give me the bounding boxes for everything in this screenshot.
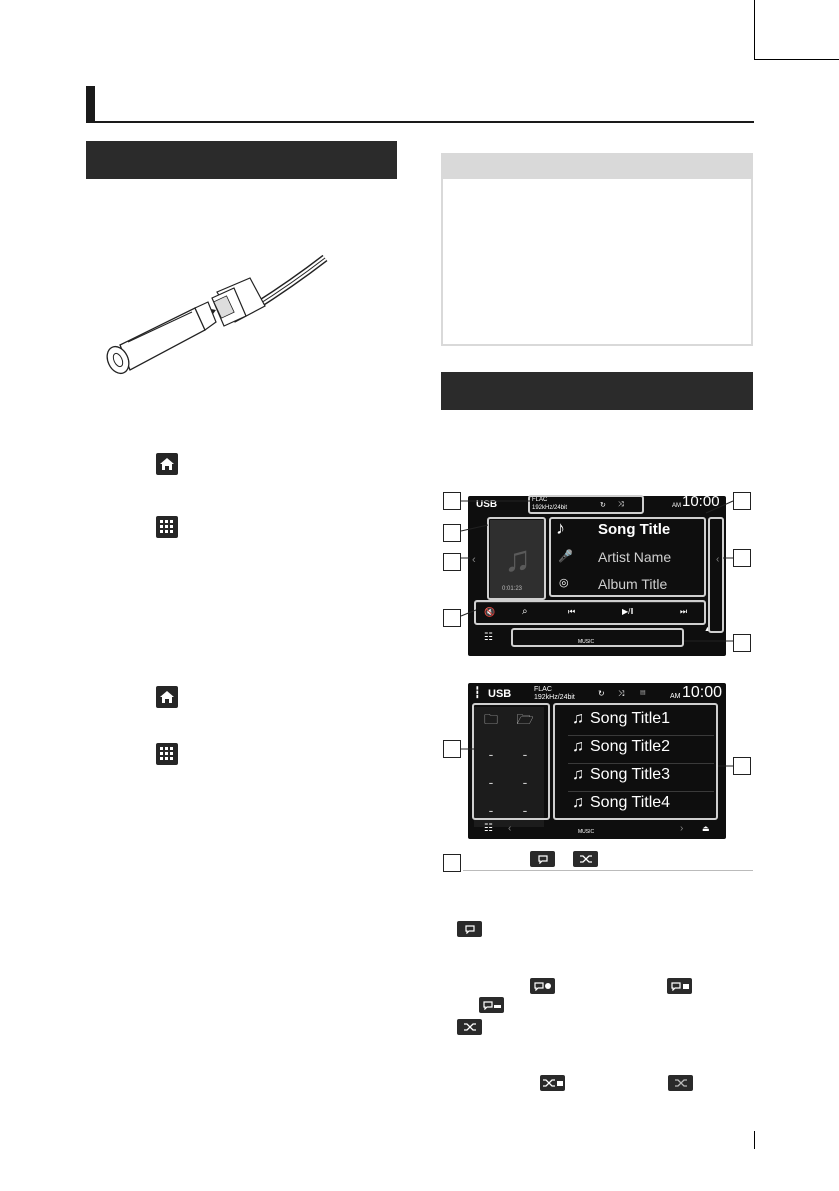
section-heading-bar-right bbox=[441, 372, 753, 410]
song-note-icon: ♪ bbox=[556, 518, 565, 538]
folder-up-icon[interactable]: 🗁 bbox=[516, 711, 534, 727]
corner-mark-horizontal bbox=[754, 59, 839, 60]
repeat-one-icon bbox=[530, 978, 555, 994]
music-note-icon: ♫ bbox=[572, 766, 584, 783]
song-title: Song Title bbox=[598, 521, 671, 538]
footer-mark bbox=[754, 1131, 755, 1149]
grid-cell[interactable]: - bbox=[522, 774, 528, 790]
shuffle-icon[interactable]: ⤨ bbox=[618, 689, 625, 698]
note-box-header bbox=[443, 155, 751, 179]
music-note-icon: ♫ bbox=[572, 738, 584, 755]
right-arrow-icon[interactable]: › bbox=[680, 823, 684, 834]
title-block bbox=[86, 86, 95, 122]
repeat-folder-icon bbox=[667, 978, 692, 994]
song-title: Song Title1 bbox=[590, 710, 671, 727]
mute-icon[interactable]: 🔇 bbox=[484, 607, 496, 617]
repeat-icon bbox=[457, 921, 482, 937]
repeat-all-icon[interactable]: ↻ bbox=[598, 689, 605, 698]
play-pause-icon[interactable]: ▶/‖ bbox=[622, 607, 634, 616]
divider bbox=[463, 870, 753, 871]
music-note-icon: ♫ bbox=[572, 710, 584, 727]
app-grid-icon[interactable]: ☷ bbox=[484, 632, 493, 643]
next-icon[interactable]: ⏭ bbox=[680, 607, 688, 616]
shuffle-folder-icon bbox=[540, 1075, 565, 1091]
repeat-all-icon[interactable]: ↻ bbox=[600, 502, 606, 509]
clock-ampm: AM bbox=[672, 503, 681, 509]
shuffle-icon bbox=[457, 1019, 482, 1035]
usb-device-illustration bbox=[100, 240, 330, 385]
album-title: Album Title bbox=[598, 576, 668, 592]
shuffle-off-icon bbox=[668, 1075, 693, 1091]
artist-name: Artist Name bbox=[598, 549, 672, 565]
app-grid-icon bbox=[156, 516, 178, 538]
left-panel-arrow-icon[interactable]: ‹ bbox=[472, 554, 476, 566]
artist-icon: 🎤 bbox=[558, 549, 573, 563]
callout-leader-lines bbox=[458, 745, 748, 775]
music-note-icon: ♫ bbox=[504, 538, 531, 579]
clock: 10:00 bbox=[682, 684, 723, 701]
repeat-icon bbox=[530, 851, 555, 867]
app-grid-icon[interactable]: ☷ bbox=[484, 823, 493, 834]
song-title: Song Title4 bbox=[590, 794, 671, 811]
previous-icon[interactable]: ⏮ bbox=[568, 607, 576, 616]
format-label: FLAC bbox=[532, 497, 548, 503]
note-box bbox=[441, 153, 753, 346]
music-note-icon: ♫ bbox=[572, 794, 584, 811]
grid-cell[interactable]: - bbox=[488, 774, 494, 790]
play-time: 0:01:23 bbox=[502, 586, 523, 592]
title-rule bbox=[86, 121, 754, 123]
section-heading-bar-left bbox=[86, 141, 397, 179]
repeat-all-icon bbox=[479, 997, 504, 1013]
corner-mark-vertical bbox=[754, 0, 755, 60]
status-icons: ▤ bbox=[640, 690, 646, 696]
eject-icon[interactable]: ⏏ bbox=[702, 824, 710, 833]
format-detail: 192kHz/24bit bbox=[534, 694, 575, 701]
grid-cell[interactable]: - bbox=[488, 746, 494, 762]
callout-box bbox=[443, 854, 461, 872]
shuffle-icon[interactable]: ⤨ bbox=[618, 501, 624, 508]
clock-ampm: AM bbox=[670, 693, 681, 700]
folder-icon[interactable]: 🗀 bbox=[484, 711, 498, 727]
source-bar-label: MUSIC bbox=[578, 639, 595, 645]
search-icon[interactable]: ⌕ bbox=[522, 606, 528, 617]
right-panel-arrow-icon[interactable]: ‹ bbox=[716, 554, 720, 565]
left-arrow-icon[interactable]: ‹ bbox=[508, 823, 512, 834]
source-bar-label: MUSIC bbox=[578, 829, 595, 835]
format-label: FLAC bbox=[534, 686, 552, 693]
home-icon bbox=[156, 453, 178, 475]
app-grid-icon bbox=[156, 743, 178, 765]
clock: 10:00 bbox=[682, 496, 720, 510]
grid-cell[interactable]: - bbox=[522, 802, 528, 818]
usb-icon: ┇ bbox=[474, 687, 481, 699]
song-title: Song Title2 bbox=[590, 738, 671, 755]
source-label: USB bbox=[488, 688, 512, 700]
album-icon: ◎ bbox=[559, 577, 569, 589]
home-icon bbox=[156, 686, 178, 708]
format-detail: 192kHz/24bit bbox=[532, 505, 568, 511]
grid-cell[interactable]: - bbox=[522, 746, 528, 762]
song-title: Song Title3 bbox=[590, 766, 671, 783]
eject-icon[interactable]: ▲ bbox=[704, 626, 711, 633]
grid-cell[interactable]: - bbox=[488, 802, 494, 818]
shuffle-icon bbox=[573, 851, 598, 867]
source-label: USB bbox=[476, 499, 498, 510]
callout-leader-lines bbox=[458, 495, 748, 645]
